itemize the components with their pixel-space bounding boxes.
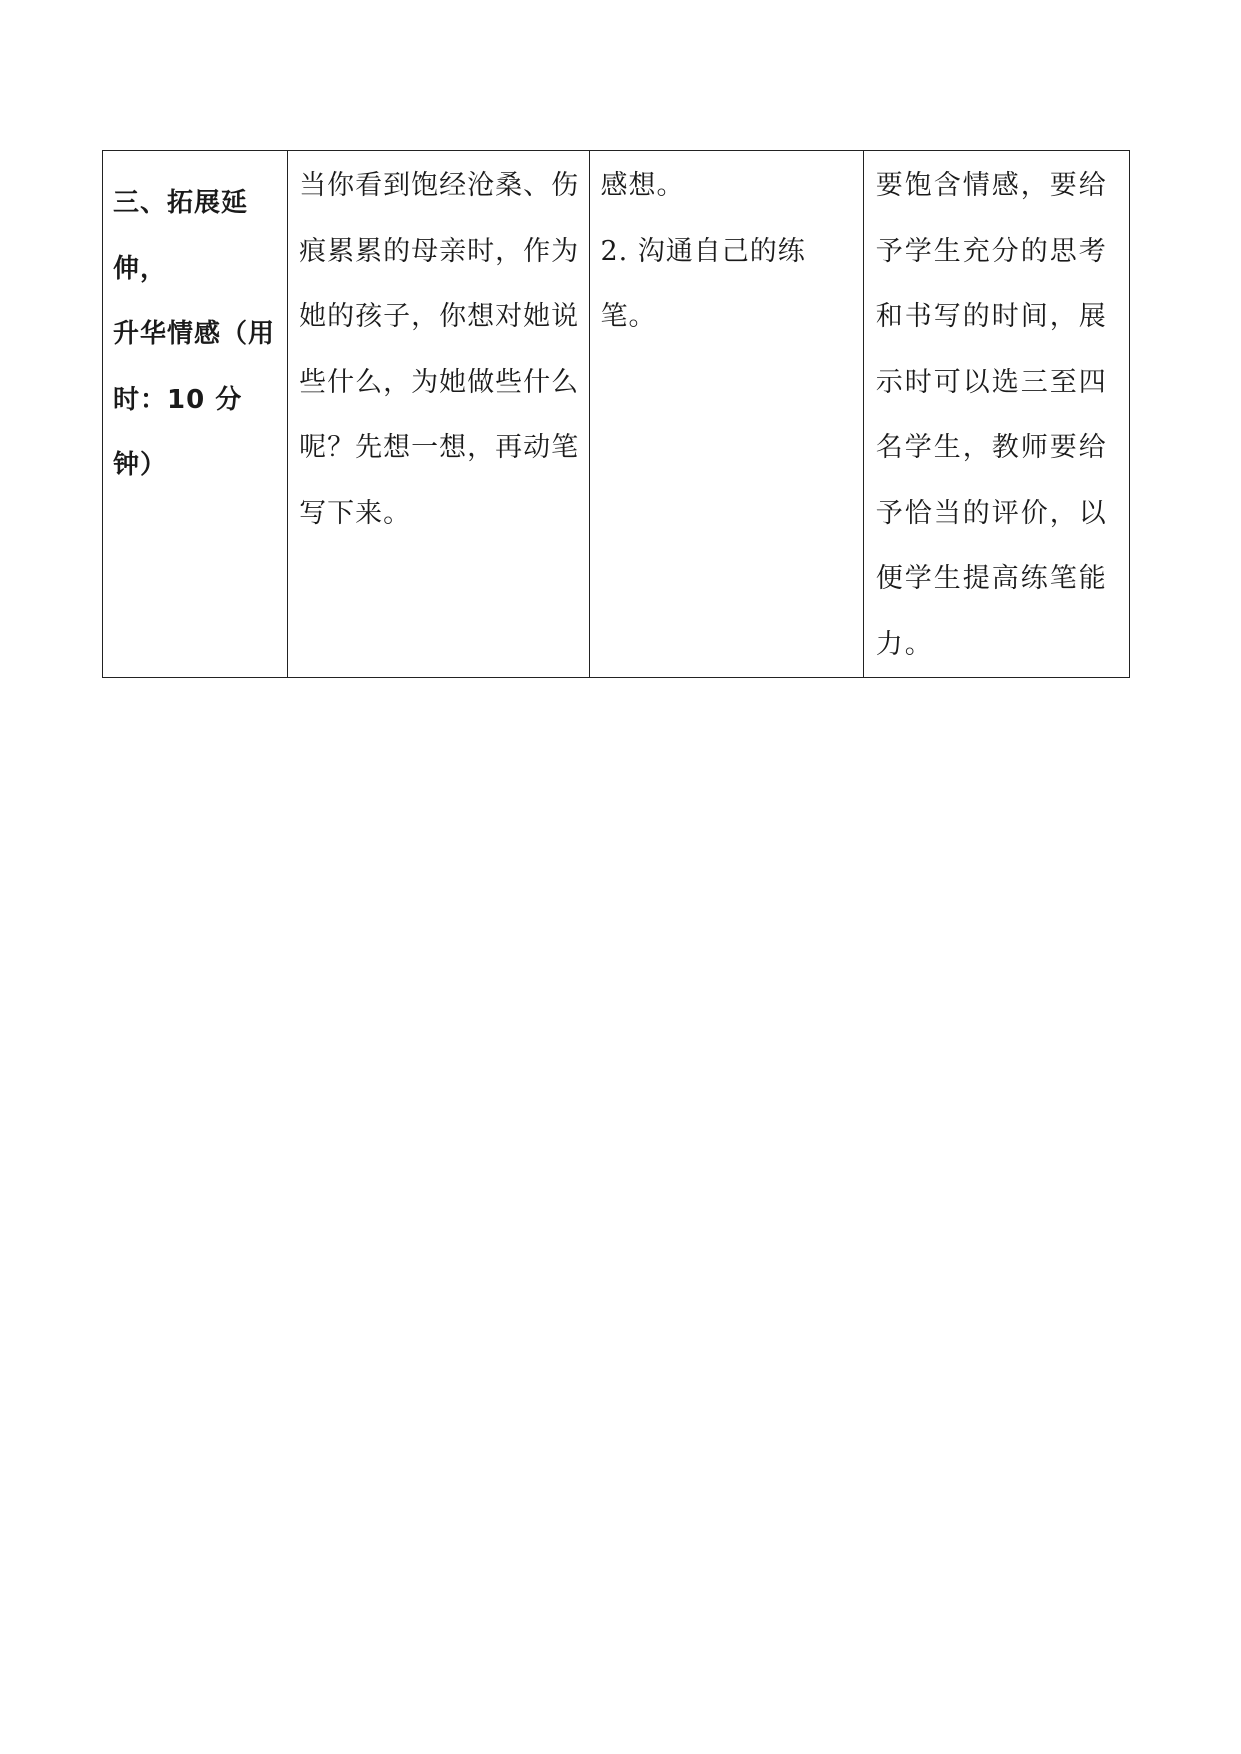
student-cell xyxy=(590,151,863,678)
table-row xyxy=(103,151,1130,678)
activity-cell xyxy=(288,151,590,678)
teacher-cell xyxy=(863,151,1129,678)
teacher-note-text: 要饱含情感，要给 予学生充分的思考 和书写的时间，展 示时可以选三至四 名学生，教师要给 予恰当的评价，以 便学生提高练笔能 力。 xyxy=(875,170,1108,660)
lesson-plan-table xyxy=(102,150,1130,678)
stage-label: 三、拓展延伸， 升华情感（用 时：10 分钟） xyxy=(113,188,276,480)
stage-cell xyxy=(103,151,288,678)
student-activity-text: 感想。 2. 沟通自己的练笔。 xyxy=(600,170,806,332)
activity-text: 当你看到饱经沧桑、伤 痕累累的母亲时，作为 她的孩子，你想对她说 些什么，为她做些什么 呢？先想一想，再动笔 写下来。 xyxy=(299,170,580,529)
